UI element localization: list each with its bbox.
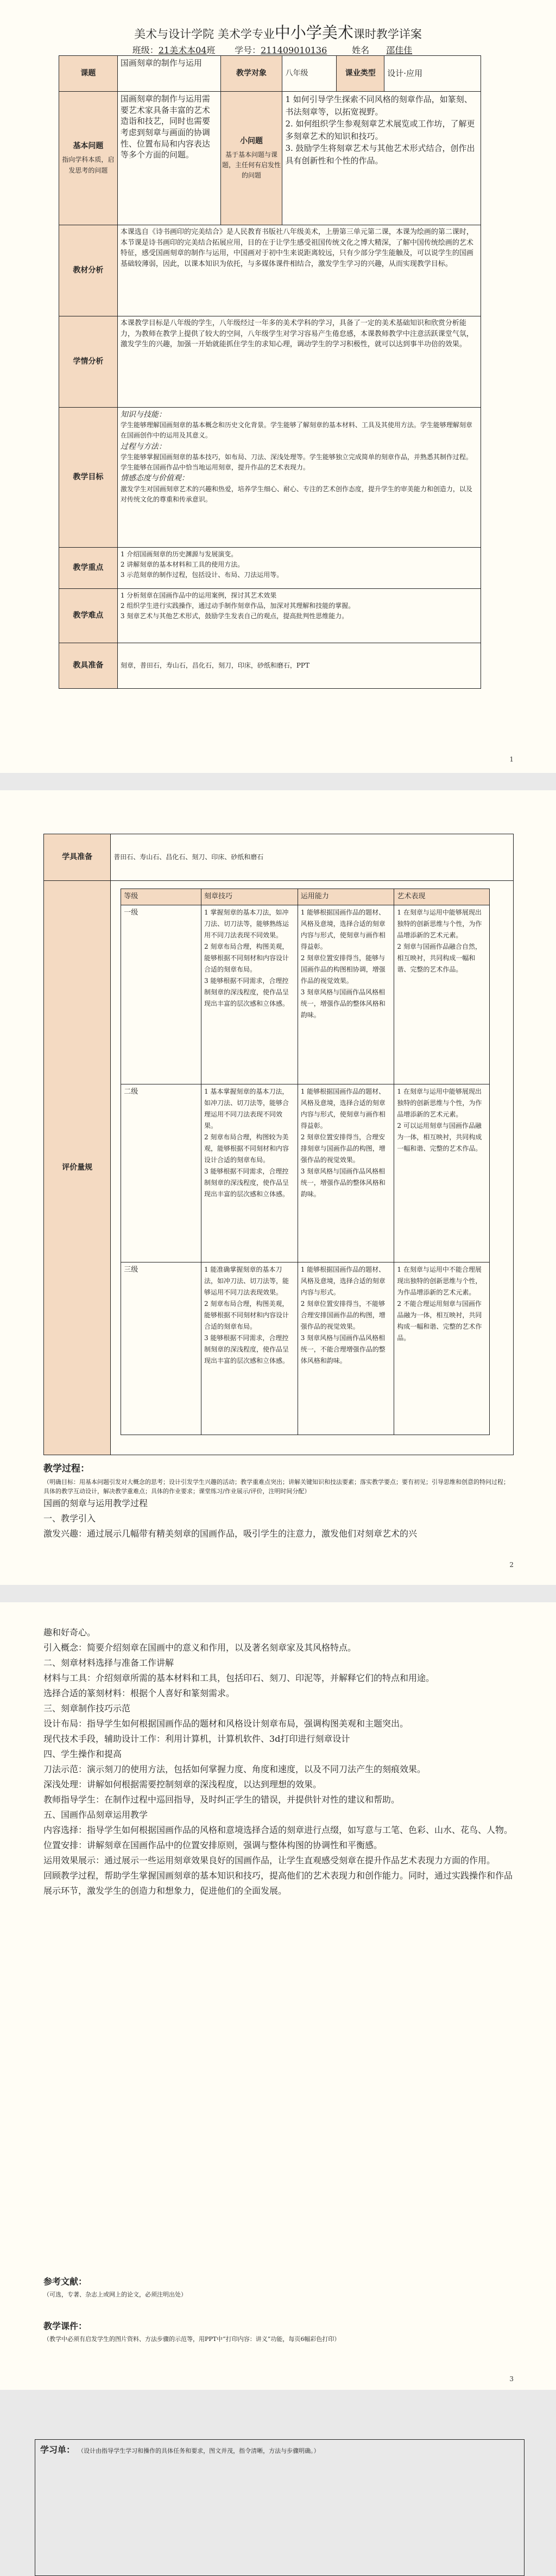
courseware-section xyxy=(43,2319,514,2344)
page-3 xyxy=(0,1602,556,2455)
name-value: 邵佳佳 xyxy=(386,45,413,55)
class-label: 班级： xyxy=(132,45,159,55)
worksheet-header xyxy=(40,2442,518,2458)
process-line: 趣和好奇心。 xyxy=(43,1627,96,1638)
rubric-header: 艺术表现 xyxy=(394,889,490,905)
key-item: 2 讲解刻章的基本材料和工具的使用方法。 xyxy=(120,561,244,569)
process-note: （明确目标：用基本问题引发对大概念的思考；设计引发学生兴趣的活动；教学重难点突出；讲解关键知识和技法要素；落实教学要点；要有初见；引导思维和创意的特问过程；具体的教学互动设计，解决教学重难点；具体的作业要求；课堂练习/作业展示/评价，注明时间分配） xyxy=(43,1478,509,1495)
tools-label: 教具准备 xyxy=(59,643,118,689)
goal-process-text: 学生能够掌握国画刻章的基本技巧，如布局、刀法、深浅处理等。学生能够独立完成简单的刻章作品，并熟悉其制作过程。学生能够在国画作品中恰当地运用刻章，提升作品的艺术表现力。 xyxy=(120,453,472,472)
goal-label: 教学目标 xyxy=(59,408,118,548)
id-label: 学号： xyxy=(235,45,261,55)
object-label: 教学对象 xyxy=(220,56,282,92)
rubric-row xyxy=(121,1262,490,1435)
level-art: 1 在刻章与运用中能够展现出独特的创新思维与个性，为作品增添新的艺术元素。 2 刻章与国画作品融合自然，相互映衬，共同构成一幅和谐、完整的艺术作品。 xyxy=(394,905,490,1084)
student-tools-label: 学具准备 xyxy=(44,834,111,881)
goal-emotion-title: 情感态度与价值观： xyxy=(120,474,189,483)
header-suffix: 课时教学详案 xyxy=(353,28,422,41)
process-line: 内容选择：指导学生如何根据国画作品的风格和意境选择合适的刻章进行点缀，如写意与工笔、色彩、山水、花鸟、人物。 xyxy=(43,1825,513,1835)
level-apply: 1 能够根据国画作品的题材、风格及意境，选择合适的刻章内容与形式。 2 刻章位置安排得当，不能够合理安排国画作品的构图，增强作品的视觉效果。 3 刻章风格与国画作品风格相统一，不能合理增强作品的整体风格和韵味。 xyxy=(298,1262,394,1435)
process-line: 国画的刻章与运用教学过程 xyxy=(43,1498,148,1508)
courseware-note: （教学中必须有启发学生的图片资料、方法步骤的示范等，用PPT中“打印内容：讲义”功能，每页6幅彩色打印） xyxy=(43,2336,340,2343)
key-item: 3 示范刻章的制作过程，包括设计、布局、刀法运用等。 xyxy=(120,571,283,579)
goal-knowledge-text: 学生能够理解国画刻章的基本概念和历史文化背景。学生能够了解刻章的基本材料、工具及其使用方法。学生能够理解刻章在国画创作中的运用及其意义。 xyxy=(120,421,472,440)
rubric-header: 运用能力 xyxy=(298,889,394,905)
level-name: 三级 xyxy=(121,1262,201,1435)
rubric-label: 评价量规 xyxy=(44,881,111,1455)
id-value: 211409010136 xyxy=(261,45,327,55)
topic-value: 国画刻章的制作与运用 xyxy=(117,56,220,92)
process-line: 选择合适的篆刻材料：根据个人喜好和篆刻需求。 xyxy=(43,1688,235,1698)
name-label: 姓名 xyxy=(352,45,370,55)
header-title: 中小学美术 xyxy=(274,23,353,42)
process-line: 教师指导学生：在制作过程中巡回指导，及时纠正学生的错误，并提供针对性的建议和帮助。 xyxy=(43,1794,400,1805)
process-line: 位置安排：讲解刻章在国画作品中的位置安排原则，强调与整体构图的协调性和平衡感。 xyxy=(43,1840,383,1850)
type-label: 课业类型 xyxy=(337,56,384,92)
row-student-tools xyxy=(44,834,514,881)
process-line: 四、学生操作和提高 xyxy=(43,1749,122,1759)
process-title: 教学过程： xyxy=(43,1463,90,1474)
student-value: 本课教学目标是八年级的学生，八年级经过一年多的美术学科的学习，具备了一定的美术基础知识和欣赏分析能力，为教师在教学上提供了较大的空间，八年级学生对学习容易产生倦怠感，本课教师教学中注意活跃课堂气氛，激发学生的兴趣，加强一开始就能抓住学生的求知心理，调动学生的学习积极性，就可以达到事半功倍的效果。 xyxy=(117,316,481,408)
goal-emotion-text: 激发学生对国画刻章艺术的兴趣和热爱，培养学生细心、耐心、专注的艺术创作态度，提升学生的审美能力和创造力，以及对传统文化的尊重和传承意识。 xyxy=(120,485,472,503)
basic-question-sub: 指向学科本质，启发思考的问题 xyxy=(62,156,115,174)
row-teaching-tools xyxy=(59,643,481,689)
worksheet-box xyxy=(35,2439,525,2576)
tools-value: 刻章，普田石，寿山石，昌化石，刻刀，印床，砂纸和磨石，PPT xyxy=(117,643,481,689)
rubric-row xyxy=(121,905,490,1084)
key-value xyxy=(117,548,481,589)
student-tools-value: 普田石、寿山石、昌化石、刻刀、印床、砂纸和磨石 xyxy=(111,834,514,881)
material-value: 本课选自《诗书画印的完美结合》是人民教育书版社八年级美术，上册第三单元第二课，本课为绘画的第二课时，本节课是诗书画印的完美结合拓展应用，目的在于让学生感受祖国传统文化之博大精深，了解中国传统绘画的艺术特征，感受国画刻章的制作与运用，中国画对于初中生来说距离较远，只有少部分学生能触及，可以说学生的国画基础较薄弱，因此，以课本知识为依托，与多媒体课件相结合，激发学生学习的兴趣，从而实现教学目标。 xyxy=(117,225,481,316)
process-line: 五、国画作品刻章运用教学 xyxy=(43,1810,148,1820)
small-question-cell xyxy=(220,92,282,225)
rubric-header: 刻章技巧 xyxy=(201,889,298,905)
student-info-line xyxy=(0,43,556,56)
class-unit: 班 xyxy=(206,45,216,55)
process-line: 深浅处理：讲解如何根据需要控制刻章的深浅程度，以达到理想的效果。 xyxy=(43,1779,322,1790)
basic-question-value: 国画刻章的制作与运用需要艺术家具备丰富的艺术造诣和技艺，同时也需要考虑到刻章与画面的协调性、位置布局和内容表达等多个方面的问题。 xyxy=(117,92,220,225)
row-rubric xyxy=(44,881,514,1455)
row-key-points xyxy=(59,548,481,589)
difficulty-item: 2 组织学生进行实践操作，通过动手制作刻章作品，加深对其理解和技能的掌握。 xyxy=(120,602,355,610)
process-line: 设计布局：指导学生如何根据国画作品的题材和风格设计刻章布局，强调构图美观和主题突出。 xyxy=(43,1718,409,1729)
difficulty-item: 1 分析刻章在国画作品中的运用案例，探讨其艺术效果 xyxy=(120,592,277,599)
level-skill: 1 掌握刻章的基本刀法，如冲刀法、切刀法等，能够熟练运用不同刀法表现不同效果。 2 刻章布局合理，构图美观，能够根据不同刻材和内容设计合适的刻章布局。 3 能够根据不同需求，合理控制刻章的深浅程度，使作品呈现出丰富的层次感和立体感。 xyxy=(201,905,298,1084)
page-number: 3 xyxy=(509,2375,514,2383)
rubric-header-row xyxy=(121,889,490,905)
process-line: 引入概念：简要介绍刻章在国画中的意义和作用，以及著名刻章家及其风格特点。 xyxy=(43,1642,357,1653)
page-1 xyxy=(0,0,556,773)
courseware-title: 教学课件： xyxy=(43,2321,87,2331)
basic-question-label: 基本问题 xyxy=(73,142,104,151)
student-label: 学情分析 xyxy=(59,316,118,408)
level-skill: 1 基本掌握刻章的基本刀法，如冲刀法、切刀法等，能够合理运用不同刀法表现不同效果。 2 刻章布局合理，构图较为美观，能够根据不同刻材和内容设计合适的刻章布局。 3 能够根据不同需求，合理控制刻章的深浅程度，使作品呈现出丰富的层次感和立体感。 xyxy=(201,1084,298,1262)
level-art: 1 在刻章与运用中不能合理展现出独特的创新思维与个性，为作品增添新的艺术元素。 2 不能合理运用刻章与国画作品融为一体，相互映衬，共同构成一幅和谐、完整的艺术作品。 xyxy=(394,1262,490,1435)
process-section xyxy=(43,1461,514,1541)
material-label: 教材分析 xyxy=(59,225,118,316)
process-line: 现代技术手段，辅助设计工作：利用计算机，计算机软件、3d打印进行刻章设计 xyxy=(43,1734,350,1744)
page-number: 1 xyxy=(509,756,514,763)
level-apply: 1 能够根据国画作品的题材、风格及意境，选择合适的刻章内容与形式，使刻章与画作相得益彰。 2 刻章位置安排得当，合理安排刻章与国画作品的构图，增强作品的视觉效果。 3 刻章风格与国画作品风格相统一，增强作品的整体风格和韵味。 xyxy=(298,1084,394,1262)
process-line: 激发兴趣：通过展示几幅带有精美刻章的国画作品，吸引学生的注意力，激发他们对刻章艺术的兴 xyxy=(43,1528,418,1539)
object-value: 八年级 xyxy=(282,56,337,92)
worksheet-note: （设计由指导学生学习和操作的具体任务和要求，图文并茂，指令清晰，方法与步骤明确。） xyxy=(78,2447,320,2454)
goal-process-title: 过程与方法： xyxy=(120,442,166,451)
key-label: 教学重点 xyxy=(59,548,118,589)
references-note: （可选，专著、杂志上或网上的论文，必须注明出处） xyxy=(43,2291,187,2298)
level-skill: 1 能准确掌握刻章的基本刀法，如冲刀法、切刀法等，能够运用不同刀法表现效果。 2 刻章布局合理，构图美观，能够根据不同刻材和内容设计合适的刻章布局。 3 能够根据不同需求，合理控制刻章的深浅程度，使作品呈现出丰富的层次感和立体感。 xyxy=(201,1262,298,1435)
worksheet-label: 学习单： xyxy=(40,2445,75,2455)
rubric-header: 等级 xyxy=(121,889,201,905)
rubric-cell xyxy=(111,881,514,1455)
process-line: 三、刻章制作技巧示范 xyxy=(43,1703,131,1714)
row-difficult-points xyxy=(59,589,481,643)
small-question-label: 小问题 xyxy=(240,136,263,145)
row-student xyxy=(59,316,481,408)
level-name: 二级 xyxy=(121,1084,201,1262)
difficulty-value xyxy=(117,589,481,643)
header-prefix: 美术与设计学院 美术学专业 xyxy=(134,28,275,41)
process-line: 刀法示范：演示刻刀的使用方法，包括如何掌握力度、角度和速度，以及不同刀法产生的刻痕效果。 xyxy=(43,1764,426,1774)
process-continued xyxy=(43,1625,514,1899)
topic-label: 课题 xyxy=(59,56,118,92)
level-art: 1 在刻章与运用中能够展现出独特的创新思维与个性，为作品增添新的艺术元素。 2 可以运用刻章与国画作品融为一体，相互映衬，共同构成一幅和谐、完整的艺术作品。 xyxy=(394,1084,490,1262)
rubric-row xyxy=(121,1084,490,1262)
references-title: 参考文献： xyxy=(43,2276,87,2287)
process-line: 材料与工具：介绍刻章所需的基本材料和工具，包括印石、刻刀、印泥等，并解释它们的特点和用途。 xyxy=(43,1673,435,1683)
page-2 xyxy=(0,790,556,1585)
process-line: 回顾教学过程，帮助学生掌握国画刻章的基本知识和技巧，提高他们的艺术表现力和创作能力。同时，通过实践操作和作品展示环节，激发学生的创造力和想象力，促进他们的全面发展。 xyxy=(43,1870,513,1896)
rubric-table xyxy=(43,834,514,1455)
difficulty-item: 3 刻章艺术与其他艺术形式，鼓励学生发表自己的观点，提高批判性思维能力。 xyxy=(120,612,349,620)
row-material xyxy=(59,225,481,316)
type-value: 设计·应用 xyxy=(384,56,481,92)
lesson-plan-table xyxy=(59,55,481,689)
process-line: 二、刻章材料选择与准备工作讲解 xyxy=(43,1658,174,1668)
goal-value xyxy=(117,408,481,548)
difficulty-label: 教学难点 xyxy=(59,589,118,643)
level-apply: 1 能够根据国画作品的题材、风格及意境，选择合适的刻章内容与形式，使刻章与画作相得益彰。 2 刻章位置安排得当，能够与国画作品的构图相协调，增强作品的视觉效果。 3 刻章风格与国画作品风格相统一，增强作品的整体风格和韵味。 xyxy=(298,905,394,1084)
key-item: 1 介绍国画刻章的历史渊源与发展演变。 xyxy=(120,550,238,558)
rubric-grid xyxy=(121,889,490,1435)
references-section xyxy=(43,2274,514,2300)
doc-header xyxy=(0,21,556,43)
row-topic xyxy=(59,56,481,92)
row-goals xyxy=(59,408,481,548)
page-number: 2 xyxy=(509,1561,514,1569)
small-question-value: 1 如何引导学生探索不同风格的刻章作品，如篆刻、书法刻章等，以拓宽视野。 2. 如何组织学生参观刻章艺术展览或工作坊，了解更多刻章艺术的知识和技巧。 3. 鼓励学生将刻章艺术与其他艺术形式结合，创作出具有创新性和个性的作品。 xyxy=(282,92,481,225)
goal-knowledge-title: 知识与技能： xyxy=(120,410,166,419)
basic-question-cell xyxy=(59,92,118,225)
process-line: 一、教学引入 xyxy=(43,1513,96,1524)
small-question-sub: 基于基本问题与课题，主任何有启发性的问题 xyxy=(222,150,281,180)
class-value: 21美术本04 xyxy=(158,45,207,55)
row-basic-question xyxy=(59,92,481,225)
level-name: 一级 xyxy=(121,905,201,1084)
process-line: 运用效果展示：通过展示一些运用刻章效果良好的国画作品，让学生直观感受刻章在提升作品艺术表现力方面的作用。 xyxy=(43,1855,496,1866)
